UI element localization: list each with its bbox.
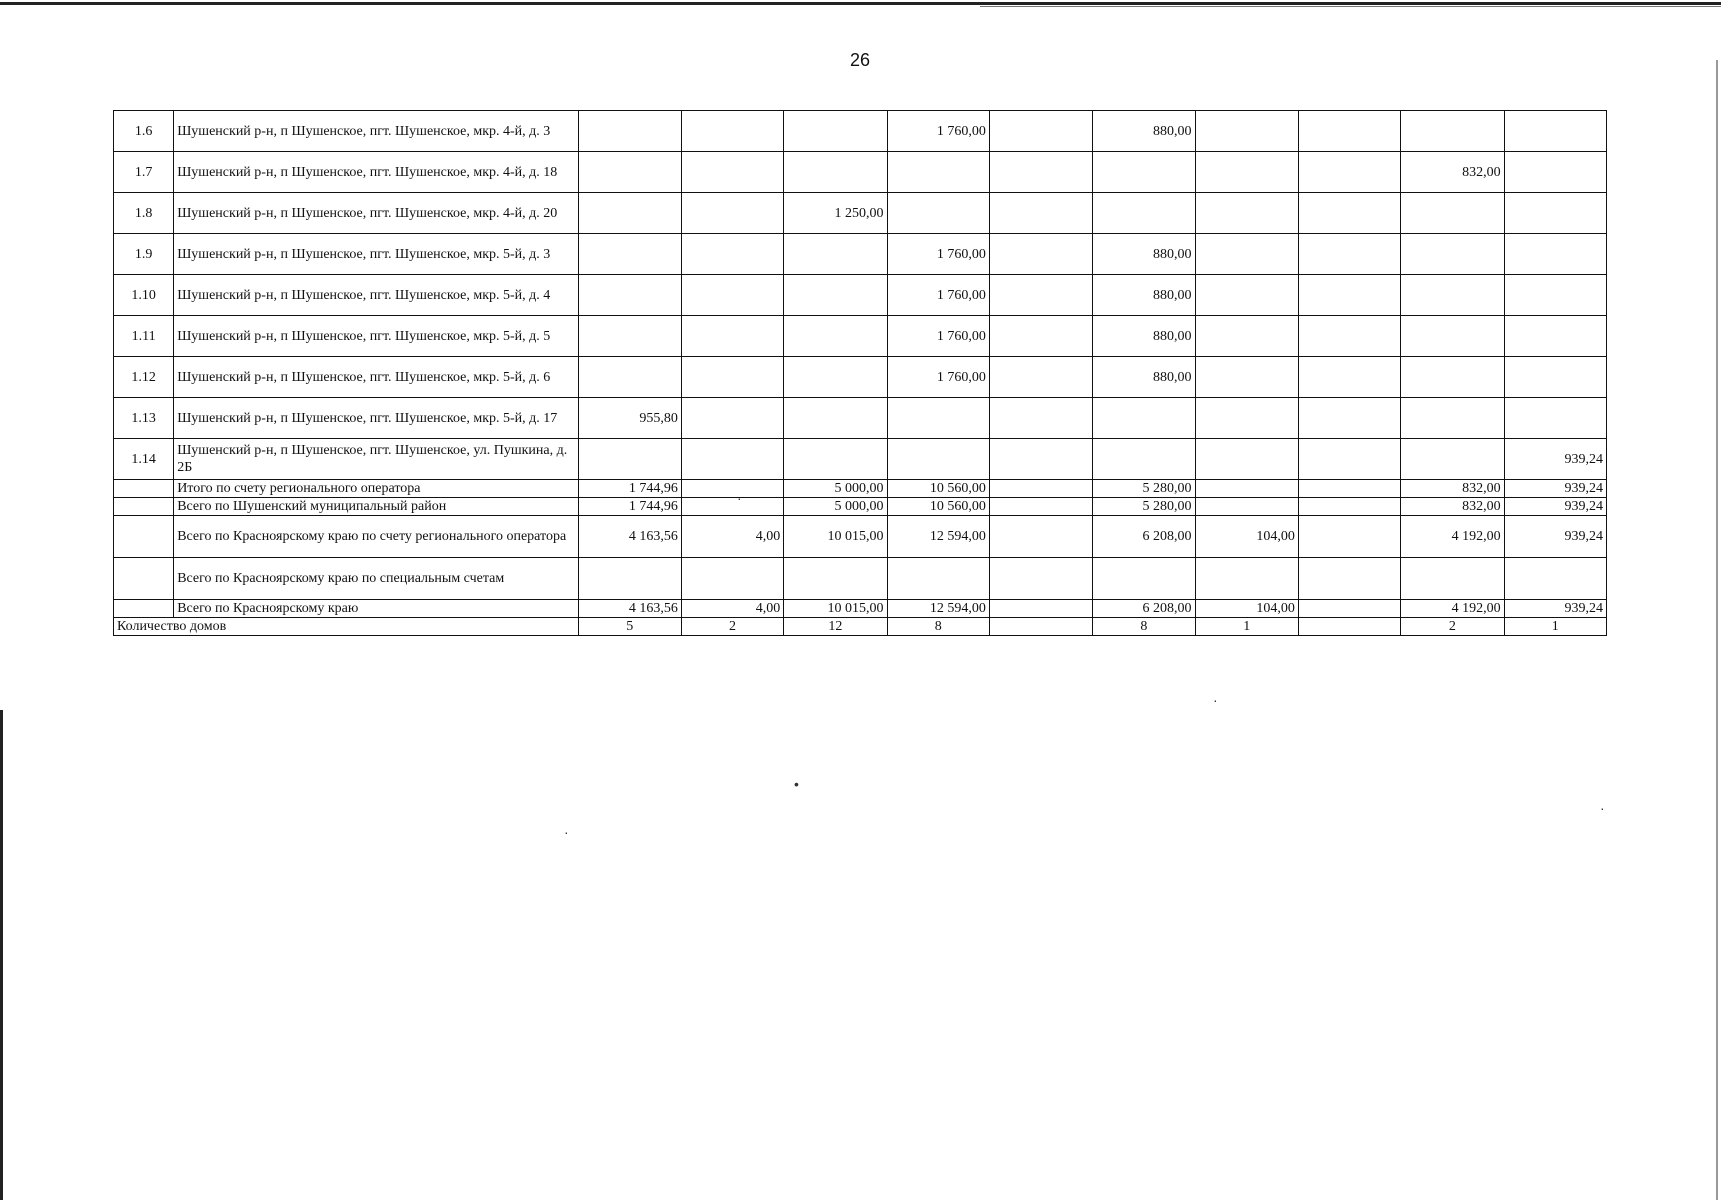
value-cell <box>1195 357 1298 398</box>
value-cell <box>989 398 1092 439</box>
count-cell: 8 <box>887 618 989 636</box>
value-cell: 5 280,00 <box>1093 480 1195 498</box>
value-cell <box>1298 600 1400 618</box>
value-cell <box>1195 398 1298 439</box>
value-cell <box>989 193 1092 234</box>
row-number <box>114 600 174 618</box>
table-body <box>114 111 1607 636</box>
value-cell <box>1401 398 1504 439</box>
value-cell: 12 594,00 <box>887 600 989 618</box>
value-cell <box>1401 316 1504 357</box>
value-cell <box>1195 152 1298 193</box>
row-number <box>114 558 174 600</box>
value-cell <box>1195 193 1298 234</box>
row-address: Шушенский р-н, п Шушенское, пгт. Шушенское, ул. Пушкина, д. 2Б <box>174 439 578 480</box>
value-cell <box>681 480 783 498</box>
value-cell <box>1093 152 1195 193</box>
value-cell <box>1195 234 1298 275</box>
value-cell: 10 015,00 <box>784 516 887 558</box>
table-row <box>114 316 1607 357</box>
row-number: 1.14 <box>114 439 174 480</box>
value-cell <box>681 111 783 152</box>
value-cell <box>989 498 1092 516</box>
table-row <box>114 193 1607 234</box>
value-cell: 10 015,00 <box>784 600 887 618</box>
value-cell <box>681 439 783 480</box>
value-cell: 4 192,00 <box>1401 600 1504 618</box>
value-cell <box>1298 193 1400 234</box>
value-cell: 1 760,00 <box>887 111 989 152</box>
value-cell: 1 250,00 <box>784 193 887 234</box>
value-cell <box>681 234 783 275</box>
value-cell <box>887 152 989 193</box>
value-cell: 5 000,00 <box>784 498 887 516</box>
value-cell <box>1195 480 1298 498</box>
value-cell <box>1298 111 1400 152</box>
row-address: Шушенский р-н, п Шушенское, пгт. Шушенское, мкр. 5-й, д. 17 <box>174 398 578 439</box>
row-number <box>114 480 174 498</box>
value-cell <box>887 193 989 234</box>
value-cell: 1 744,96 <box>578 480 681 498</box>
value-cell <box>1093 558 1195 600</box>
table-row <box>114 439 1607 480</box>
value-cell: 104,00 <box>1195 516 1298 558</box>
value-cell: 939,24 <box>1504 516 1606 558</box>
report-table <box>113 110 1607 636</box>
value-cell: 832,00 <box>1401 498 1504 516</box>
value-cell <box>1195 498 1298 516</box>
value-cell: 4,00 <box>681 516 783 558</box>
count-cell: 1 <box>1195 618 1298 636</box>
value-cell <box>784 111 887 152</box>
total-row <box>114 516 1607 558</box>
value-cell <box>1504 357 1606 398</box>
value-cell <box>1298 234 1400 275</box>
scan-speck: · <box>1213 692 1218 708</box>
table-row <box>114 398 1607 439</box>
value-cell <box>1195 316 1298 357</box>
value-cell <box>784 558 887 600</box>
value-cell <box>887 398 989 439</box>
value-cell: 1 760,00 <box>887 316 989 357</box>
total-row <box>114 600 1607 618</box>
count-cell: 2 <box>1401 618 1504 636</box>
value-cell <box>578 558 681 600</box>
value-cell <box>578 357 681 398</box>
value-cell <box>1504 275 1606 316</box>
value-cell <box>1401 357 1504 398</box>
value-cell: 1 760,00 <box>887 234 989 275</box>
value-cell <box>989 480 1092 498</box>
value-cell: 1 760,00 <box>887 275 989 316</box>
value-cell <box>887 558 989 600</box>
value-cell <box>578 316 681 357</box>
scan-border-left <box>0 710 3 1200</box>
value-cell: 4,00 <box>681 600 783 618</box>
value-cell: 4 192,00 <box>1401 516 1504 558</box>
value-cell <box>1298 357 1400 398</box>
count-row <box>114 618 1607 636</box>
row-address: Шушенский р-н, п Шушенское, пгт. Шушенское, мкр. 4-й, д. 3 <box>174 111 578 152</box>
value-cell <box>1093 439 1195 480</box>
value-cell <box>1298 316 1400 357</box>
row-number: 1.7 <box>114 152 174 193</box>
value-cell <box>784 398 887 439</box>
row-number: 1.10 <box>114 275 174 316</box>
value-cell <box>681 316 783 357</box>
value-cell: 880,00 <box>1093 357 1195 398</box>
value-cell: 1 744,96 <box>578 498 681 516</box>
row-address: Шушенский р-н, п Шушенское, пгт. Шушенское, мкр. 4-й, д. 20 <box>174 193 578 234</box>
value-cell <box>1093 193 1195 234</box>
value-cell <box>1401 111 1504 152</box>
value-cell <box>1504 234 1606 275</box>
row-number: 1.12 <box>114 357 174 398</box>
value-cell: 955,80 <box>578 398 681 439</box>
total-label: Всего по Шушенский муниципальный район <box>174 498 578 516</box>
value-cell: 12 594,00 <box>887 516 989 558</box>
value-cell <box>784 152 887 193</box>
row-address: Шушенский р-н, п Шушенское, пгт. Шушенское, мкр. 5-й, д. 4 <box>174 275 578 316</box>
scan-border-right <box>1716 60 1718 1200</box>
count-cell <box>1298 618 1400 636</box>
value-cell: 1 760,00 <box>887 357 989 398</box>
count-cell: 2 <box>681 618 783 636</box>
value-cell <box>578 234 681 275</box>
value-cell <box>784 357 887 398</box>
total-label: Всего по Красноярскому краю по специальным счетам <box>174 558 578 600</box>
value-cell <box>1195 275 1298 316</box>
scan-speck: · <box>737 490 742 506</box>
value-cell <box>1195 111 1298 152</box>
value-cell: 832,00 <box>1401 480 1504 498</box>
value-cell: 5 280,00 <box>1093 498 1195 516</box>
total-row <box>114 558 1607 600</box>
table-row <box>114 111 1607 152</box>
count-cell: 5 <box>578 618 681 636</box>
value-cell <box>578 439 681 480</box>
value-cell: 6 208,00 <box>1093 600 1195 618</box>
value-cell <box>1401 234 1504 275</box>
row-number <box>114 498 174 516</box>
value-cell: 6 208,00 <box>1093 516 1195 558</box>
value-cell <box>1401 439 1504 480</box>
value-cell: 880,00 <box>1093 234 1195 275</box>
scan-border-top <box>0 2 1721 5</box>
count-cell: 12 <box>784 618 887 636</box>
value-cell: 880,00 <box>1093 111 1195 152</box>
page-number: 26 <box>849 50 871 70</box>
value-cell <box>1298 152 1400 193</box>
total-label: Всего по Красноярскому краю <box>174 600 578 618</box>
value-cell <box>989 600 1092 618</box>
value-cell <box>989 234 1092 275</box>
row-address: Шушенский р-н, п Шушенское, пгт. Шушенское, мкр. 5-й, д. 6 <box>174 357 578 398</box>
scan-speck: · <box>1600 800 1605 816</box>
value-cell <box>1298 558 1400 600</box>
row-number: 1.9 <box>114 234 174 275</box>
value-cell <box>1195 439 1298 480</box>
value-cell <box>989 357 1092 398</box>
value-cell <box>1401 558 1504 600</box>
table-row <box>114 275 1607 316</box>
value-cell <box>578 193 681 234</box>
value-cell <box>1504 316 1606 357</box>
value-cell <box>1298 516 1400 558</box>
value-cell: 10 560,00 <box>887 480 989 498</box>
row-number <box>114 516 174 558</box>
value-cell <box>1401 275 1504 316</box>
value-cell <box>989 275 1092 316</box>
total-row <box>114 480 1607 498</box>
row-address: Шушенский р-н, п Шушенское, пгт. Шушенское, мкр. 5-й, д. 3 <box>174 234 578 275</box>
value-cell <box>681 275 783 316</box>
value-cell <box>784 316 887 357</box>
value-cell: 104,00 <box>1195 600 1298 618</box>
value-cell: 880,00 <box>1093 275 1195 316</box>
value-cell <box>989 516 1092 558</box>
value-cell <box>1298 275 1400 316</box>
value-cell <box>1298 480 1400 498</box>
value-cell: 5 000,00 <box>784 480 887 498</box>
value-cell: 4 163,56 <box>578 600 681 618</box>
table-row <box>114 234 1607 275</box>
count-label: Количество домов <box>114 618 579 636</box>
row-number: 1.6 <box>114 111 174 152</box>
count-cell <box>989 618 1092 636</box>
value-cell <box>784 234 887 275</box>
count-cell: 1 <box>1504 618 1606 636</box>
row-address: Шушенский р-н, п Шушенское, пгт. Шушенское, мкр. 5-й, д. 5 <box>174 316 578 357</box>
value-cell <box>887 439 989 480</box>
value-cell: 880,00 <box>1093 316 1195 357</box>
value-cell <box>989 111 1092 152</box>
total-label: Итого по счету регионального оператора <box>174 480 578 498</box>
row-number: 1.13 <box>114 398 174 439</box>
value-cell <box>681 398 783 439</box>
value-cell <box>578 275 681 316</box>
value-cell <box>1504 398 1606 439</box>
row-address: Шушенский р-н, п Шушенское, пгт. Шушенское, мкр. 4-й, д. 18 <box>174 152 578 193</box>
value-cell <box>989 558 1092 600</box>
row-number: 1.8 <box>114 193 174 234</box>
value-cell <box>1504 152 1606 193</box>
value-cell: 939,24 <box>1504 498 1606 516</box>
value-cell: 939,24 <box>1504 439 1606 480</box>
value-cell <box>1093 398 1195 439</box>
value-cell <box>578 152 681 193</box>
value-cell: 832,00 <box>1401 152 1504 193</box>
scan-speck: • <box>794 776 799 792</box>
table-row <box>114 357 1607 398</box>
value-cell: 10 560,00 <box>887 498 989 516</box>
value-cell: 939,24 <box>1504 600 1606 618</box>
value-cell <box>681 558 783 600</box>
value-cell <box>784 439 887 480</box>
value-cell <box>989 152 1092 193</box>
value-cell <box>989 439 1092 480</box>
table-row <box>114 152 1607 193</box>
value-cell <box>681 357 783 398</box>
scan-border-top-thin <box>980 6 1721 7</box>
count-cell: 8 <box>1093 618 1195 636</box>
value-cell <box>681 152 783 193</box>
value-cell <box>784 275 887 316</box>
value-cell: 939,24 <box>1504 480 1606 498</box>
value-cell <box>1504 111 1606 152</box>
scan-speck: · <box>564 824 569 840</box>
total-row <box>114 498 1607 516</box>
value-cell <box>1401 193 1504 234</box>
total-label: Всего по Красноярскому краю по счету регионального оператора <box>174 516 578 558</box>
row-number: 1.11 <box>114 316 174 357</box>
value-cell <box>1298 498 1400 516</box>
value-cell <box>578 111 681 152</box>
value-cell <box>989 316 1092 357</box>
value-cell: 4 163,56 <box>578 516 681 558</box>
value-cell <box>1298 398 1400 439</box>
value-cell <box>1195 558 1298 600</box>
value-cell <box>1298 439 1400 480</box>
value-cell <box>681 193 783 234</box>
value-cell <box>1504 558 1606 600</box>
value-cell <box>681 498 783 516</box>
value-cell <box>1504 193 1606 234</box>
